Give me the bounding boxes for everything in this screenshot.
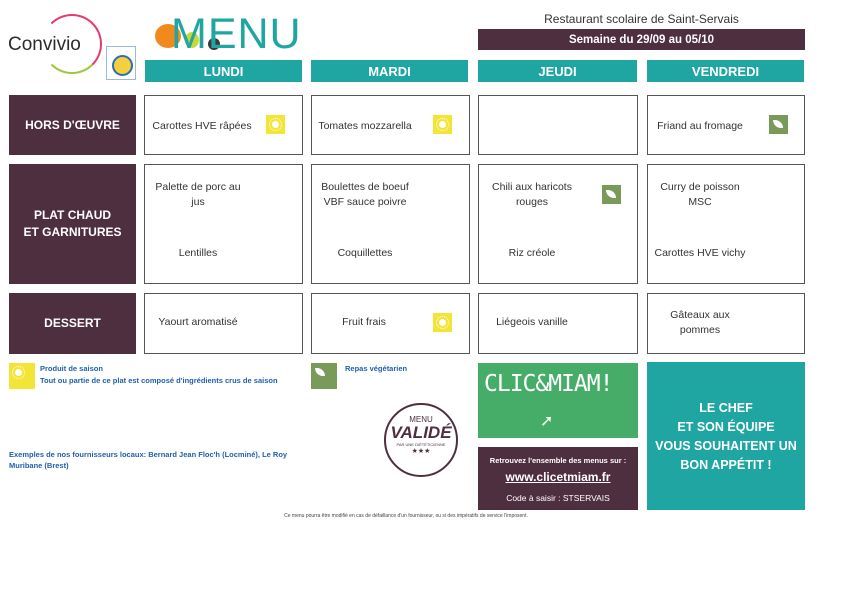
main-dish-lundi-line1: Palette de porc au [155,181,241,193]
chef-line2: ET SON ÉQUIPE [677,420,775,434]
day-header-mardi: MARDI [311,60,468,82]
menu-title: MENU [171,10,302,58]
vegetarian-leaf-icon [602,185,621,204]
legend-season-desc: Tout ou partie de ce plat est composé d'ingrédients crus de saison [40,376,278,385]
main-dish-vendredi-line1: Curry de poisson [660,181,740,193]
badge-menu-text: MENU [409,415,433,424]
clicmiam-logo: CLIC&MIAM! [484,371,613,397]
chef-line1: LE CHEF [699,401,753,415]
main-dish-mardi-line1: Boulettes de boeuf [321,181,409,193]
day-header-jeudi: JEUDI [478,60,637,82]
starter-vendredi: Friand au fromage [657,120,743,132]
vegetarian-leaf-icon [769,115,788,134]
main-side-jeudi: Riz créole [508,247,556,259]
category-starter: HORS D'ŒUVRE [9,95,136,155]
legend-season-title: Produit de saison [40,364,103,373]
day-header-lundi: LUNDI [145,60,302,82]
season-sun-icon [433,115,452,134]
main-dish-lundi-line2: jus [191,196,205,208]
legend-vegetarian-title: Repas végétarien [345,364,408,373]
main-dish-jeudi-line1: Chili aux haricots [492,181,572,193]
badge-stars: ★★★ [411,448,431,455]
restaurant-name: Restaurant scolaire de Saint-Servais [544,12,739,26]
main-dish-mardi-line2: VBF sauce poivre [323,196,407,208]
clicmiam-info-box [478,447,638,510]
clicmiam-code: Code à saisir : STSERVAIS [506,493,610,503]
badge-valide-text: VALIDÉ [390,423,452,442]
category-dessert: DESSERT [9,293,136,354]
clicmiam-retrouvez: Retrouvez l'ensemble des menus sur : [489,456,627,465]
main-dish-jeudi-line2: rouges [515,196,549,208]
suppliers-line1: Exemples de nos fournisseurs locaux: Bernard Jean Floc'h (Locminé), Le Roy [9,450,288,459]
convivio-logo-text: Convivio [8,34,81,55]
legend-season-icon [9,363,35,389]
dessert-lundi: Yaourt aromatisé [158,316,238,328]
starter-cell-jeudi [478,95,638,155]
main-dish-vendredi-line2: MSC [688,196,712,208]
clicmiam-banner[interactable] [478,363,638,438]
dessert-mardi: Fruit frais [342,316,386,328]
menu-validated-badge [384,403,458,477]
season-sun-icon [433,313,452,332]
week-label: Semaine du 29/09 au 05/10 [568,33,715,46]
category-main: PLAT CHAUD ET GARNITURES [9,164,136,284]
main-side-mardi: Coquillettes [337,247,393,259]
cursor-icon: ➚ [540,413,554,430]
suppliers-line2: Muribane (Brest) [9,461,69,470]
starter-mardi: Tomates mozzarella [318,120,412,132]
dessert-vendredi-line2: pommes [679,324,721,336]
dessert-jeudi: Liégeois vanille [496,316,568,328]
footer-note: Ce menu pourra être modifié en cas de défaillance d'un fournisseur, ou si des impératifs de service l'imposent. [284,513,528,519]
convivio-logo [8,14,103,74]
dessert-vendredi-line1: Gâteaux aux [670,309,730,321]
day-header-vendredi: VENDREDI [647,60,804,82]
legend-vegetarian-icon [311,363,337,389]
certification-badge [106,46,136,80]
badge-dietician-text: PAR UNE DIÉTÉTICIENNE [396,442,446,447]
clicmiam-url[interactable]: www.clicetmiam.fr [505,470,611,484]
chef-line4: BON APPÉTIT ! [680,458,772,472]
season-sun-icon [266,115,285,134]
starter-lundi: Carottes HVE râpées [152,120,252,132]
main-side-vendredi: Carottes HVE vichy [654,247,746,259]
week-banner [478,29,805,50]
main-side-lundi: Lentilles [178,247,218,259]
chef-line3: VOUS SOUHAITENT UN [655,439,797,453]
chef-message-box [647,362,805,510]
